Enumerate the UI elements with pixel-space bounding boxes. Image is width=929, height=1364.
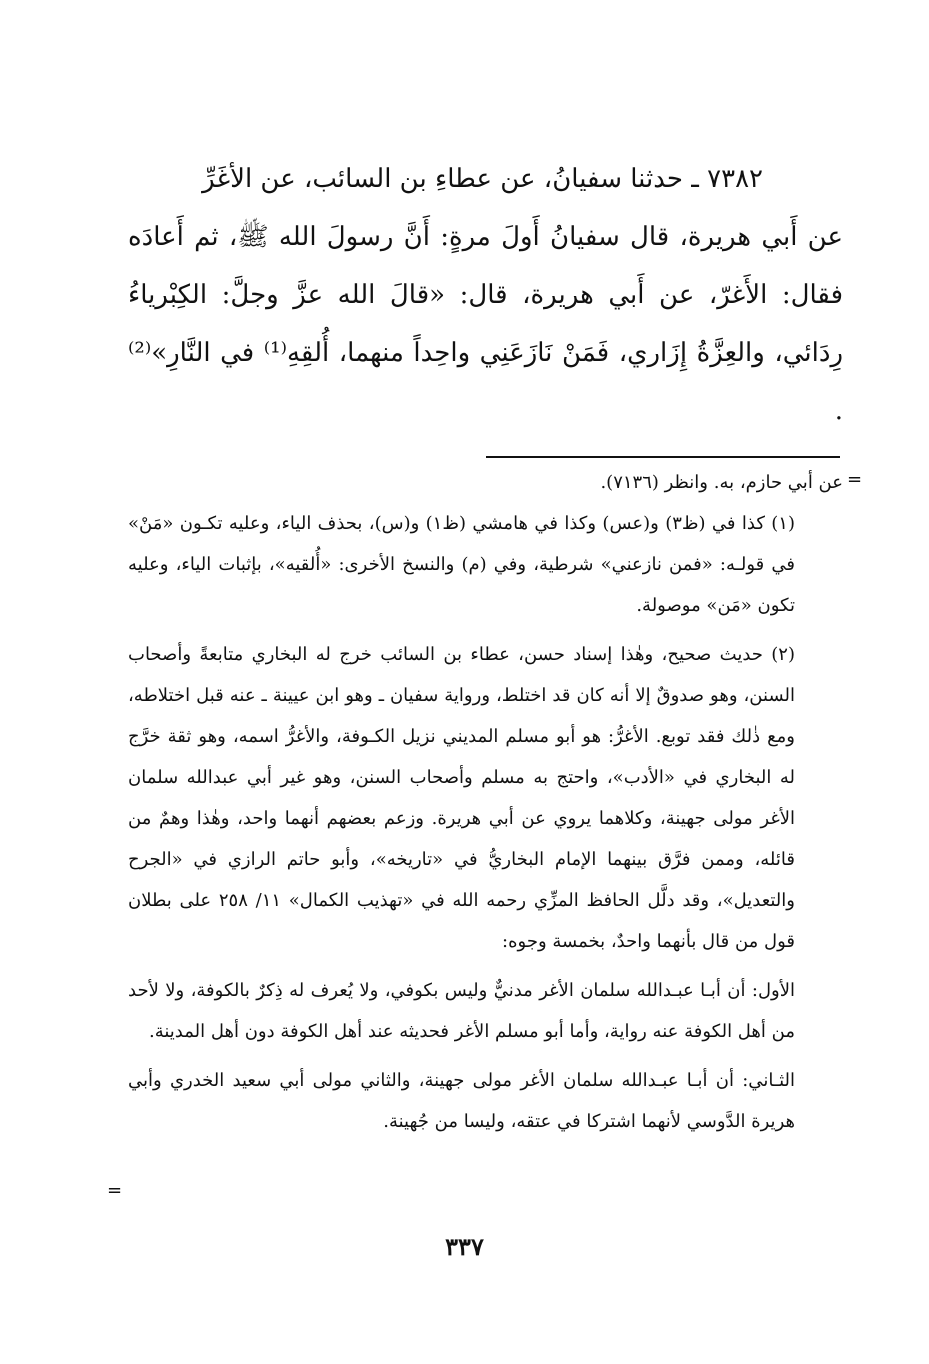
page-number: ٣٣٧ xyxy=(445,1232,484,1261)
continuation-mark-start: = xyxy=(847,469,863,490)
footnote-continuation: عن أبي حازم، به. وانظر (٧١٣٦). xyxy=(600,472,843,493)
hadith-body: عن أَبي هريرة، قال سفيانُ أَولَ مرةٍ: أَنَّ رسولَ الله ﷺ، ثم أَعادَه فقال: الأَغرّ، عن أَبي هريرة، قال: «قالَ الله عزَّ وجلَّ: الكِبْرياءُ رِدَائي، والعِزَّةُ إِزَاري، فَمَنْ نَازَعَنِي واحِداً منهما، أُلقِهِ⁽¹⁾ في النَّارِ»⁽²⁾ . xyxy=(128,222,844,426)
footnote-second-reason: الثـاني: أن أبـا عبـدالله سلمان الأغر مولى جهينة، والثاني مولى أبي سعيد الخدري وأبي هريرة الدَّوسي لأنهما اشتركا في عتقه، وليسا من جُهينة. xyxy=(128,1070,795,1132)
footnote-first-reason: الأول: أن أبـا عبـدالله سلمان الأغر مدنيٌّ وليس بكوفي، ولا يُعرف له ذِكرٌ بالكوفة، ولا لأحد من أهل الكوفة عنه رواية، وأما أبو مسلم الأغر فحديثه عند أهل الكوفة دون أهل المدينة. xyxy=(128,980,795,1042)
hadith-first-line: ٧٣٨٢ ـ حدثنا سفيانُ، عن عطاءِ بن السائب، عن الأغَرِّ xyxy=(202,164,763,194)
footnote-separator xyxy=(486,456,840,458)
hadith-text xyxy=(128,150,843,440)
footnote-2: (٢) حديث صحيح، وهٰذا إسناد حسن، عطاء بن السائب خرج له البخاري متابعةً وأصحاب السنن، وهو صدوقٌ إلا أنه كان قد اختلط، ورواية سفيان ـ وهو ابن عيينة ـ عنه قبل اختلاطه، ومع ذٰلك فقد توبع. الأغرُّ: هو أبو مسلم المديني نزيل الكـوفة، والأغرُّ اسمه، وهو ثقة خرَّج له البخاري في «الأدب»، واحتج به مسلم وأصحاب السنن، وهو غير أبي عبدالله سلمان الأغر مولى جهينة، وكلاهما يروي عن أبي هريرة. وزعم بعضهم أنهما واحد، وهٰذا وهمٌ من قائله، وممن فرَّق بينهما الإمام البخاريُّ في «تاريخه»، وأبو حاتم الرازي في «الجرح والتعديل»، وقد دلَّل الحافظ المزِّي رحمه الله في «تهذيب الكمال» ١١/ ٢٥٨ على بطلان قول من قال بأنهما واحدٌ، بخمسة وجوه: xyxy=(128,644,795,952)
continuation-mark-end: = xyxy=(107,1180,123,1201)
footnote-1: (١) كذا في (ظ٣) و(عس) وكذا في هامشي (ظ١) و(س)، بحذف الياء، وعليه تكـون «مَنْ» في قولـه: «فمن نازعني» شرطية، وفي (م) والنسخ الأخرى: «أُلقيه»، بإثبات الياء، وعليه تكون «مَن» موصولة. xyxy=(128,513,795,616)
footnotes xyxy=(128,462,843,1142)
